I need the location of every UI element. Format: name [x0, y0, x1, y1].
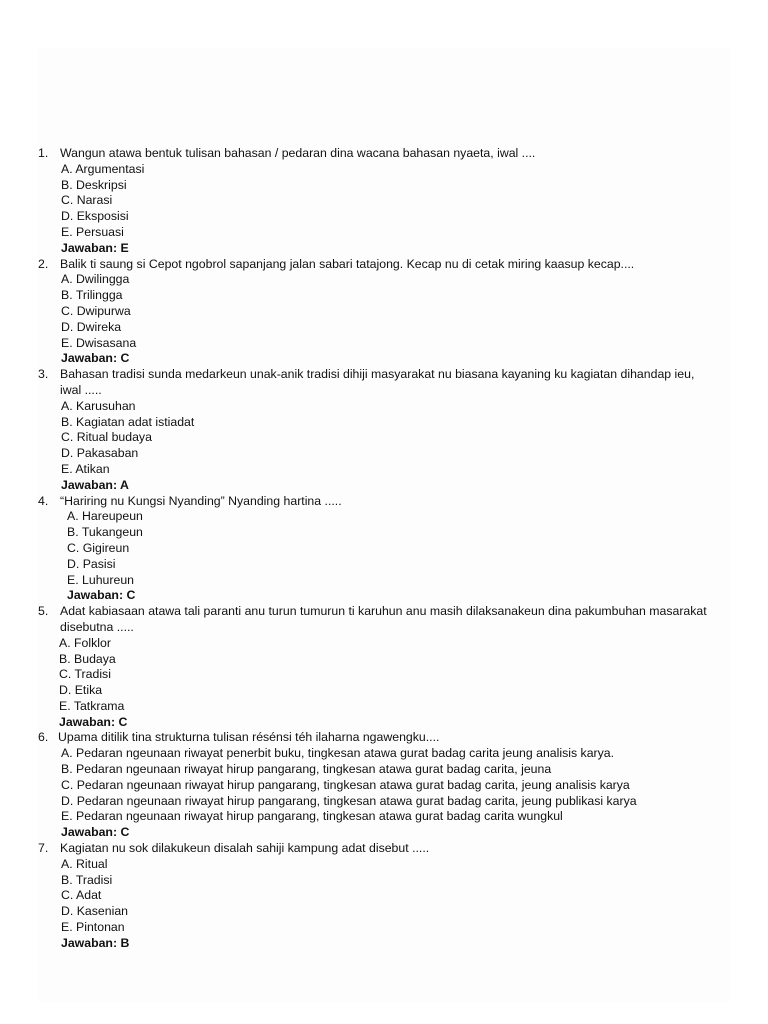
answer-key: Jawaban: C: [67, 588, 136, 603]
option-e: E. Dwisasana: [61, 335, 137, 350]
option-d: D. Etika: [59, 683, 103, 698]
option-e: E. Tatkrama: [59, 698, 125, 713]
question-number: 4.: [38, 493, 49, 508]
question-text: Balik ti saung si Cepot ngobrol sapanjang jalan sabari tatajong. Kecap nu di cetak miring kaasup kecap....: [60, 256, 635, 271]
options-list: [38, 857, 718, 952]
option-c: C. Pedaran ngeunaan riwayat hirup pangarang, tingkesan atawa gurat badag carita, jeung analisis karya: [61, 777, 630, 792]
question-text: Upama ditilik tina strukturna tulisan résénsi téh ilaharna ngawengku....: [58, 730, 440, 745]
question-text: Adat kabiasaan atawa tali paranti anu turun tumurun ti karuhun anu masih dilaksanakeun dina pakumbuhan masarakat disebutna .....: [60, 604, 707, 634]
option-d: D. Pakasaban: [61, 446, 139, 461]
option-c: C. Gigireun: [67, 540, 130, 555]
option-a: A. Argumentasi: [61, 161, 145, 176]
question-number: 2.: [38, 256, 49, 271]
option-e: E. Persuasi: [61, 224, 124, 239]
option-b: B. Tradisi: [61, 872, 113, 887]
options-list: [38, 162, 718, 257]
option-c: C. Dwipurwa: [61, 303, 131, 318]
question-number: 7.: [38, 841, 49, 856]
option-d: D. Pedaran ngeunaan riwayat hirup pangarang, tingkesan atawa gurat badag carita, jeung publikasi karya: [61, 793, 637, 808]
option-e: E. Luhureun: [67, 572, 135, 587]
option-b: B. Tukangeun: [67, 525, 143, 540]
option-b: B. Trilingga: [61, 288, 123, 303]
options-list: [38, 399, 718, 494]
answer-key: Jawaban: C: [61, 825, 130, 840]
question-text: Bahasan tradisi sunda medarkeun unak-anik tradisi dihiji masyarakat nu biasana kayaning ku kagiatan dihandap ieu, iwal .....: [60, 367, 695, 397]
answer-key: Jawaban: C: [61, 351, 130, 366]
options-list: [38, 636, 718, 731]
question-number: 6.: [38, 730, 49, 745]
option-c: C. Ritual budaya: [61, 430, 152, 445]
options-list: [38, 509, 718, 604]
option-c: C. Tradisi: [59, 667, 111, 682]
answer-key: Jawaban: C: [59, 714, 128, 729]
option-e: E. Pintonan: [61, 920, 125, 935]
question-6: [38, 730, 718, 841]
question-1: [38, 146, 718, 257]
option-a: A. Hareupeun: [67, 509, 143, 524]
quiz-content: [38, 146, 718, 952]
option-a: A. Dwilingga: [61, 272, 130, 287]
option-b: B. Budaya: [59, 651, 116, 666]
option-a: A. Karusuhan: [61, 398, 136, 413]
question-number: 1.: [38, 146, 49, 160]
question-text: Kagiatan nu sok dilakukeun disalah sahiji kampung adat disebut .....: [60, 841, 430, 856]
option-d: D. Pasisi: [67, 556, 116, 571]
question-text: “Hariring nu Kungsi Nyanding” Nyanding hartina .....: [60, 493, 342, 508]
option-e: E. Pedaran ngeunaan riwayat hirup pangarang, tingkesan atawa gurat badag carita wungkul: [61, 809, 563, 824]
answer-key: Jawaban: A: [61, 477, 129, 492]
option-b: B. Pedaran ngeunaan riwayat hirup pangarang, tingkesan atawa gurat badag carita, jeuna: [61, 762, 552, 777]
option-a: A. Folklor: [59, 635, 111, 650]
question-text: Wangun atawa bentuk tulisan bahasan / pedaran dina wacana bahasan nyaeta, iwal ....: [60, 146, 536, 160]
option-b: B. Deskripsi: [61, 177, 127, 192]
question-3: [38, 367, 718, 493]
options-list: [38, 272, 718, 367]
question-number: 5.: [38, 604, 49, 619]
option-c: C. Adat: [61, 888, 102, 903]
question-5: [38, 604, 718, 730]
answer-key: Jawaban: B: [61, 935, 130, 950]
question-4: [38, 494, 718, 605]
question-2: [38, 257, 718, 368]
option-b: B. Kagiatan adat istiadat: [61, 414, 195, 429]
option-a: A. Pedaran ngeunaan riwayat penerbit buku, tingkesan atawa gurat badag carita jeung analisis karya.: [61, 746, 615, 761]
option-d: D. Kasenian: [61, 904, 128, 919]
option-a: A. Ritual: [61, 856, 108, 871]
option-c: C. Narasi: [61, 193, 113, 208]
option-d: D. Eksposisi: [61, 209, 129, 224]
options-list: [38, 746, 718, 841]
option-d: D. Dwireka: [61, 319, 122, 334]
answer-key: Jawaban: E: [61, 240, 129, 255]
question-number: 3.: [38, 367, 49, 382]
question-7: [38, 841, 718, 952]
option-e: E. Atikan: [61, 461, 110, 476]
